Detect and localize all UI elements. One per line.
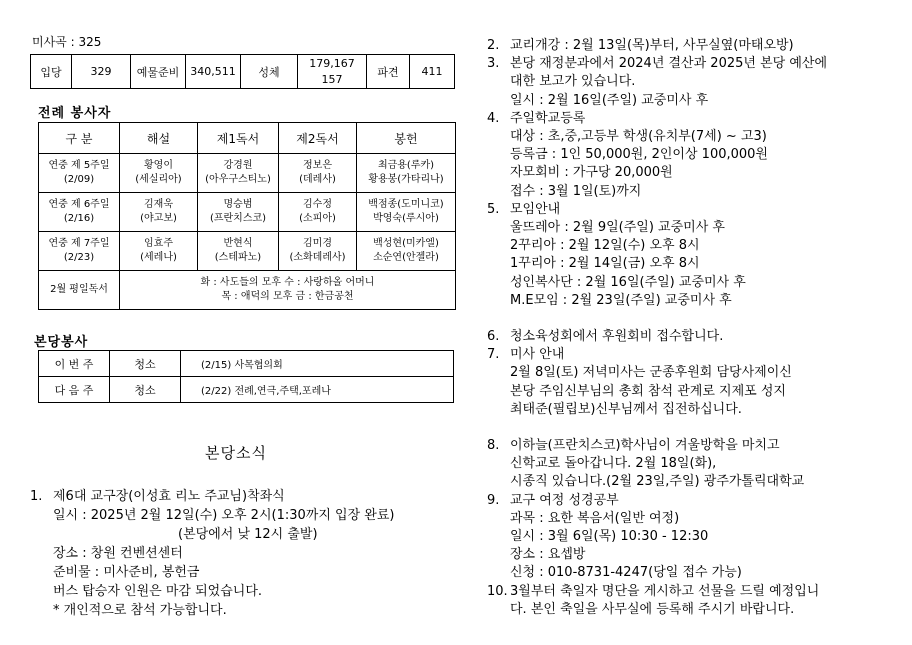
service-header: 봉헌: [357, 123, 456, 154]
cell-line: 백성현(미카엘): [373, 238, 439, 249]
item-line: 1꾸리아 : 2월 14일(금) 오후 8시: [510, 256, 700, 272]
mass-hymn-count: 미사곡 : 325: [32, 35, 102, 49]
item-line: 모임안내: [510, 201, 561, 217]
daily-reading-cell: [120, 271, 456, 310]
chores-section-title: 본당봉사: [34, 335, 89, 350]
item-number: 8.: [487, 438, 500, 454]
item-line: 3월부터 축일자 명단을 게시하고 선물을 드릴 예정입니: [510, 583, 820, 599]
list-gap: [487, 310, 897, 328]
week-date: (2/16): [63, 213, 95, 224]
list-item: [487, 201, 897, 310]
item-line: 자모회비 : 가구당 20,000원: [510, 165, 673, 181]
cell-line: 소순연(안젤라): [373, 252, 439, 263]
cell-line: (아우구스티노): [205, 174, 271, 185]
item-number: 6.: [487, 329, 500, 345]
daily-reading-label: 2월 평일독서: [39, 271, 120, 310]
cell-line: 최금용(루카): [377, 160, 435, 171]
chores-detail: (2/15) 사목협의회: [181, 351, 454, 377]
service-section-title: 전례 봉사자: [38, 106, 112, 121]
chores-table: [38, 350, 454, 403]
service-header: 제2독서: [279, 123, 357, 154]
item-line: 장소 : 요셉방: [510, 547, 586, 563]
week-label: 연중 제 6주일: [48, 199, 110, 210]
item-line: 본당 주임신부님의 총회 참석 관계로 지제포 성지: [510, 383, 786, 399]
list-item: [487, 110, 897, 201]
cell-line: (세실리아): [135, 174, 182, 185]
item-title: 제6대 교구장(이성효 리노 주교님)착좌식: [53, 489, 285, 504]
item-line: 신청 : 010-8731-4247(당일 접수 가능): [510, 565, 742, 581]
item-line: 2꾸리아 : 2월 12일(수) 오후 8시: [510, 238, 700, 254]
cell-line: 김재욱: [144, 199, 173, 210]
item-number: 3.: [487, 56, 500, 72]
service-cell: [357, 232, 456, 271]
service-header: 제1독서: [198, 123, 279, 154]
item-number: 9.: [487, 492, 500, 508]
service-row: [39, 154, 456, 193]
daily-reading-line: 목 : 애덕의 모후 금 : 한금공천: [221, 291, 354, 302]
cell-line: 김미경: [303, 238, 332, 249]
cell-line: (프란치스코): [209, 213, 267, 224]
item-line: 미사 안내: [510, 347, 565, 363]
service-cell: [198, 193, 279, 232]
service-cell: [357, 154, 456, 193]
stats-attendance-label: 입당: [31, 55, 72, 89]
item-line: 신학교로 돌아갑니다. 2월 18일(화),: [510, 456, 717, 472]
item-line: 이하늘(프란치스코)학사님이 겨울방학을 마치고: [510, 438, 780, 454]
news-list-right: [487, 37, 897, 619]
cell-line: (데레사): [299, 174, 336, 185]
chores-week: 이 번 주: [39, 351, 110, 377]
service-cell: [120, 154, 198, 193]
item-line: 일시 : 2월 16일(주일) 교중미사 후: [510, 92, 709, 108]
mass-stats-table: [30, 54, 455, 89]
chores-week: 다 음 주: [39, 377, 110, 403]
item-line: 성인복사단 : 2월 16일(주일) 교중미사 후: [510, 274, 746, 290]
chores-detail: (2/22) 전례,연극,주택,포레나: [181, 377, 454, 403]
item-line: 울뜨레아 : 2월 9일(주일) 교중미사 후: [510, 220, 725, 236]
item-line: 청소육성회에서 후원회비 접수합니다.: [510, 329, 724, 345]
item-line: 주일학교등록: [510, 110, 586, 126]
item-number: 7.: [487, 347, 500, 363]
cell-line: 박영숙(루시아): [373, 213, 439, 224]
list-item: [487, 55, 897, 110]
item-bus: 버스 탑승자 인원은 마감 되었습니다.: [53, 584, 263, 599]
daily-reading-row: [39, 271, 456, 310]
cell-line: 백점종(도미니코): [368, 199, 444, 210]
week-date: (2/23): [63, 252, 95, 263]
cell-line: 황용봉(가타리나): [368, 174, 444, 185]
item-line: 교구 여정 성경공부: [510, 492, 619, 508]
item-number: 5.: [487, 201, 500, 217]
service-row: [39, 193, 456, 232]
stats-offering-value: 340,511: [186, 55, 241, 89]
item-line: 등록금 : 1인 50,000원, 2인이상 100,000원: [510, 147, 768, 163]
list-gap: [487, 419, 897, 437]
week-label: 연중 제 5주일: [48, 160, 110, 171]
stats-communion-value-1: 179,167: [309, 56, 355, 70]
daily-reading-line: 화 : 사도들의 모후 수 : 사랑하올 어머니: [200, 277, 375, 288]
service-table: [38, 122, 456, 310]
cell-line: (세레나): [140, 252, 177, 263]
item-depart: (본당에서 낮 12시 출발): [178, 527, 318, 542]
item-time: 일시 : 2025년 2월 12일(수) 오후 2시(1:30까지 입장 완료): [53, 508, 395, 523]
service-header-row: [39, 123, 456, 154]
service-row: [39, 232, 456, 271]
chores-task: 청소: [110, 377, 181, 403]
list-item: [487, 37, 897, 55]
news-item-1: [30, 487, 470, 620]
cell-line: 반현식: [223, 238, 253, 249]
cell-line: 명승범: [223, 199, 253, 210]
week-date: (2/09): [63, 174, 95, 185]
item-place: 장소 : 창원 컨벤션센터: [53, 546, 183, 561]
cell-line: (소피아): [299, 213, 336, 224]
item-line: 다. 본인 축일을 사무실에 등록해 주시기 바랍니다.: [510, 601, 795, 617]
stats-communion-label: 성체: [241, 55, 298, 89]
stats-dismissal-label: 파견: [367, 55, 410, 89]
service-cell: [120, 193, 198, 232]
service-cell: [279, 193, 357, 232]
cell-line: 정보은: [303, 160, 332, 171]
cell-line: (스테파노): [214, 252, 262, 263]
stats-dismissal-value: 411: [410, 55, 455, 89]
week-label: 연중 제 7주일: [48, 238, 110, 249]
item-line: M.E모임 : 2월 23일(주일) 교중미사 후: [510, 292, 732, 308]
list-item: [487, 492, 897, 583]
item-prep: 준비물 : 미사준비, 봉헌금: [53, 565, 200, 580]
service-cell: [279, 232, 357, 271]
item-line: 시종직 있습니다.(2월 23일,주일) 광주가톨릭대학교: [510, 474, 805, 490]
service-header: 구 분: [39, 123, 120, 154]
item-line: 대한 보고가 있습니다.: [510, 74, 636, 90]
cell-line: (소화데레사): [289, 252, 346, 263]
list-item: [487, 328, 897, 346]
cell-line: (야고보): [140, 213, 177, 224]
item-line: 최태준(필립보)신부님께서 집전하십니다.: [510, 401, 742, 417]
service-header: 해설: [120, 123, 198, 154]
item-number: 4.: [487, 110, 500, 126]
item-line: 본당 재정분과에서 2024년 결산과 2025년 본당 예산에: [510, 56, 828, 72]
service-week: [39, 232, 120, 271]
stats-attendance-value: 329: [72, 55, 131, 89]
service-week: [39, 193, 120, 232]
news-title: 본당소식: [205, 444, 267, 462]
list-item: [30, 487, 470, 620]
item-line: 교리개강 : 2월 13일(목)부터, 사무실옆(마태오방): [510, 38, 794, 53]
service-cell: [357, 193, 456, 232]
service-cell: [198, 232, 279, 271]
chores-task: 청소: [110, 351, 181, 377]
item-line: 일시 : 3월 6일(목) 10:30 - 12:30: [510, 529, 709, 545]
chores-row: [39, 377, 454, 403]
stats-communion-value-2: 157: [321, 72, 343, 86]
list-item: [487, 346, 897, 419]
chores-row: [39, 351, 454, 377]
item-number: 10.: [487, 583, 508, 599]
item-note: * 개인적으로 참석 가능합니다.: [53, 603, 227, 618]
item-line: 대상 : 초,중,고등부 학생(유치부(7세) ~ 고3): [510, 129, 767, 145]
service-cell: [120, 232, 198, 271]
list-item: [487, 437, 897, 492]
item-line: 과목 : 요한 복음서(일반 여정): [510, 510, 680, 526]
item-line: 2월 8일(토) 저녁미사는 군종후원회 담당사제이신: [510, 365, 792, 381]
service-week: [39, 154, 120, 193]
stats-offering-label: 예물준비: [131, 55, 186, 89]
cell-line: 김수정: [303, 199, 332, 210]
service-cell: [198, 154, 279, 193]
item-line: 접수 : 3월 1일(토)까지: [510, 183, 642, 199]
service-cell: [279, 154, 357, 193]
cell-line: 황영이: [144, 160, 173, 171]
stats-communion-value: [298, 55, 367, 89]
cell-line: 임효주: [144, 238, 173, 249]
list-item: [487, 583, 897, 619]
cell-line: 강경원: [223, 160, 253, 171]
item-number: 2.: [487, 38, 500, 53]
item-number: 1.: [30, 489, 43, 504]
